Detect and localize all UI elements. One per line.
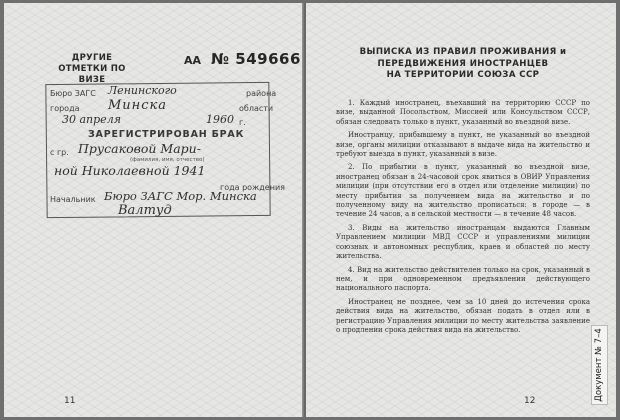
passport-spread [4,3,616,417]
document-number [211,50,301,68]
regulation-paragraph: 1. Каждый иностранец, въехавший на территорию СССР по визе, выданной Посольством, Миссией или Консульством СССР, обязан следовать только в пункт, указанный во въездной визе. [336,99,590,126]
head-label: Начальник [50,195,96,204]
page-number-left: 11 [64,396,76,406]
number-value: 549666 [235,50,301,68]
district-label: района [246,89,277,98]
regulation-paragraph: 3. Виды на жительство иностранцам выдаются Главным Управлением милиции МВД СССР и управлениями милиции союзных и автономных республик, краев и областей по месту жительства. [336,223,590,261]
regulation-paragraph: 4. Вид на жительство действителен только на срок, указанный в нем, и при одновременном предъявлении действующего национального паспорта. [336,265,590,293]
document-label-text: Документ № 7–4 [594,328,604,402]
regulations-text [336,99,590,339]
other-marks-heading: ДРУГИЕ ОТМЕТКИ ПО ВИЗЕ [58,53,126,85]
region-label: области [239,104,274,113]
signature: Валтуд [118,203,172,218]
regulation-paragraph: Иностранец не позднее, чем за 10 дней до истечения срока действия вида на жительство, обязан подать в отдел или в регистрацию Управления милиции по месту жительства заявление о продлении срока действия вида на жительство. [336,297,590,334]
series-label: АА [184,54,202,67]
spouse-name-line2: ной Николаевной 1941 [54,163,206,178]
number-sign: № [211,50,230,68]
registration-year: 1960 [206,113,234,126]
name-field-note: (фамилия, имя, отчество) [130,157,205,163]
regulation-paragraph: 2. По прибытии в пункт, указанный во въездной визе, иностранец обязан в 24-часовой срок явиться в ОВИР Управления милиции (при отсутствии его в отдел или отделение милиции) по месту прибытия за получением вида на жительство и по полученному виду на жительство прописаться: в городе — в течение 24 часов, а в сельской местности — в течение 48 часов. [336,163,590,219]
regulations-title [334,47,592,82]
city-label: города [50,104,80,113]
document-label-slip [591,325,608,405]
year-suffix: г. [239,118,246,127]
city-value: Минска [108,98,168,113]
regulation-paragraph: Иностранцу, прибывшему в пункт, не указанный во въездной визе, органы милиции отказывают в выдаче вида на жительство и требуют выезда в пункт, указанный в визе. [336,131,590,159]
title-line-2: ПЕРЕДВИЖЕНИЯ ИНОСТРАНЦЕВ [377,58,549,69]
left-page [4,3,304,417]
page-number-right: 12 [524,396,536,406]
marriage-registration-stamp [46,83,289,219]
marriage-registered-label: ЗАРЕГИСТРИРОВАН БРАК [88,129,245,140]
registry-office-value: Ленинского [108,84,177,97]
birth-year-label: года рождения [220,183,285,192]
right-page [306,3,616,417]
registry-office-label: Бюро ЗАГС [50,89,96,98]
title-line-1: ВЫПИСКА ИЗ ПРАВИЛ ПРОЖИВАНИЯ и [359,47,567,57]
registration-date: 30 апреля [62,113,121,126]
spouse-name-line1: Прусаковой Мари- [78,141,201,156]
title-line-3: НА ТЕРРИТОРИИ СОЮЗА ССР [386,70,540,80]
head-value: Бюро ЗАГС Мор. Минска [104,189,257,203]
with-citizen-label: с гр. [50,148,69,157]
